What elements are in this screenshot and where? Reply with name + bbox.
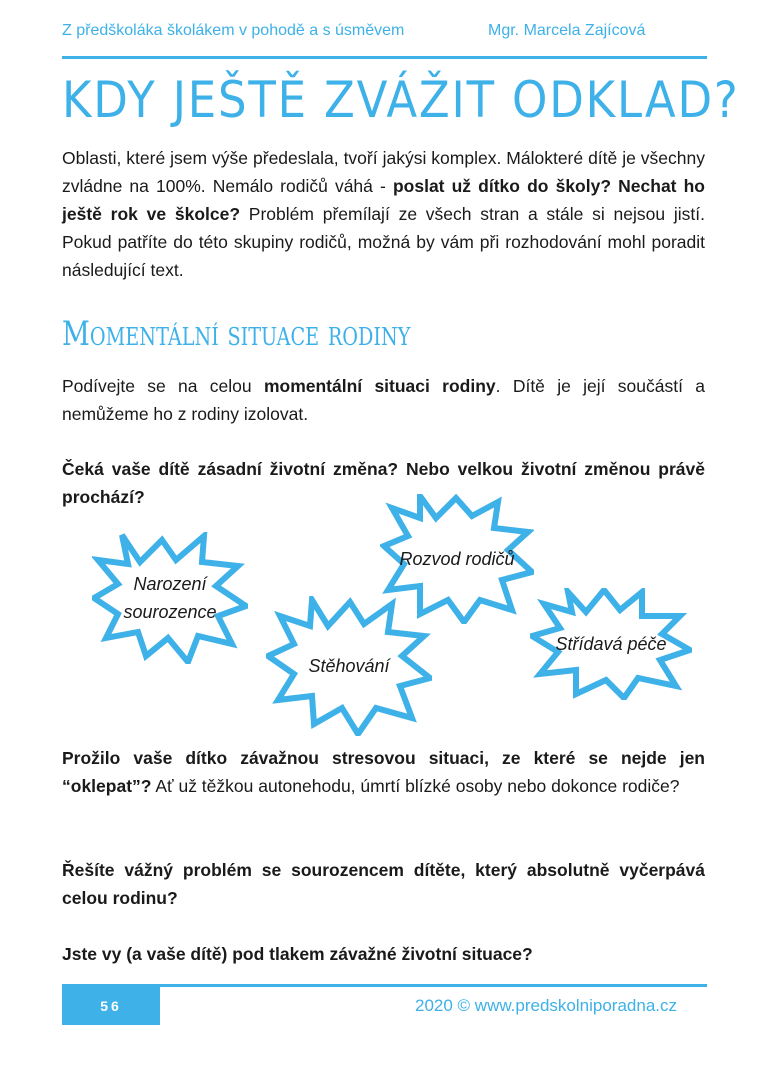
question-sibling: Řešíte vážný problém se sourozencem dítěte, který absolutně vyčerpává celou rodinu? [62,860,705,908]
burst-moving [266,596,432,736]
header-author: Mgr. Marcela Zajícová [488,22,646,39]
header-book-title: Z předškoláka školákem v pohodě a s úsměvem [62,22,405,39]
page-number: 56 [62,987,160,1025]
section-heading: Momentální situace rodiny [62,314,411,354]
page-title: KDY JEŠTĚ ZVÁŽIT ODKLAD? [62,71,740,129]
burst-shared-custody [530,588,692,700]
intro-paragraph: Oblasti, které jsem výše předeslala, tvoří jakýsi komplex. Málokteré dítě je všechny zvládne na 100%. Nemálo rodičů váhá - poslat už dítko do školy? Nechat ho ještě rok ve školce? Problém přemílají ze všech stran a stále si nejsou jistí. Pokud patříte do této skupiny rodičů, možná by vám při rozhodování mohl poradit následující text. [62,148,705,280]
burst-label: Narození sourozence [123,574,217,622]
question-pressure: Jste vy (a vaše dítě) pod tlakem závažné životní situace? [62,944,533,964]
situation-paragraph: Podívejte se na celou momentální situaci rodiny. Dítě je její součástí a nemůžeme ho z rodiny izolovat. [62,376,705,424]
burst-label: Střídavá péče [555,634,667,654]
question-life-change: Čeká vaše dítě zásadní životní změna? Nebo velkou životní změnou právě prochází? [62,459,705,507]
burst-label: Stěhování [308,656,390,676]
burst-label: Rozvod rodičů [399,549,515,569]
footer-credit: 2020 © www.predskolniporadna.cz [415,996,678,1015]
burst-newborn-sibling [92,532,248,664]
question-stress: Prožilo vaše dítko závažnou stresovou situaci, ze které se nejde jen “oklepat”? Ať už těžkou autonehodu, úmrtí blízké osoby nebo dokonce rodiče? [62,748,705,796]
page-header [62,20,707,59]
